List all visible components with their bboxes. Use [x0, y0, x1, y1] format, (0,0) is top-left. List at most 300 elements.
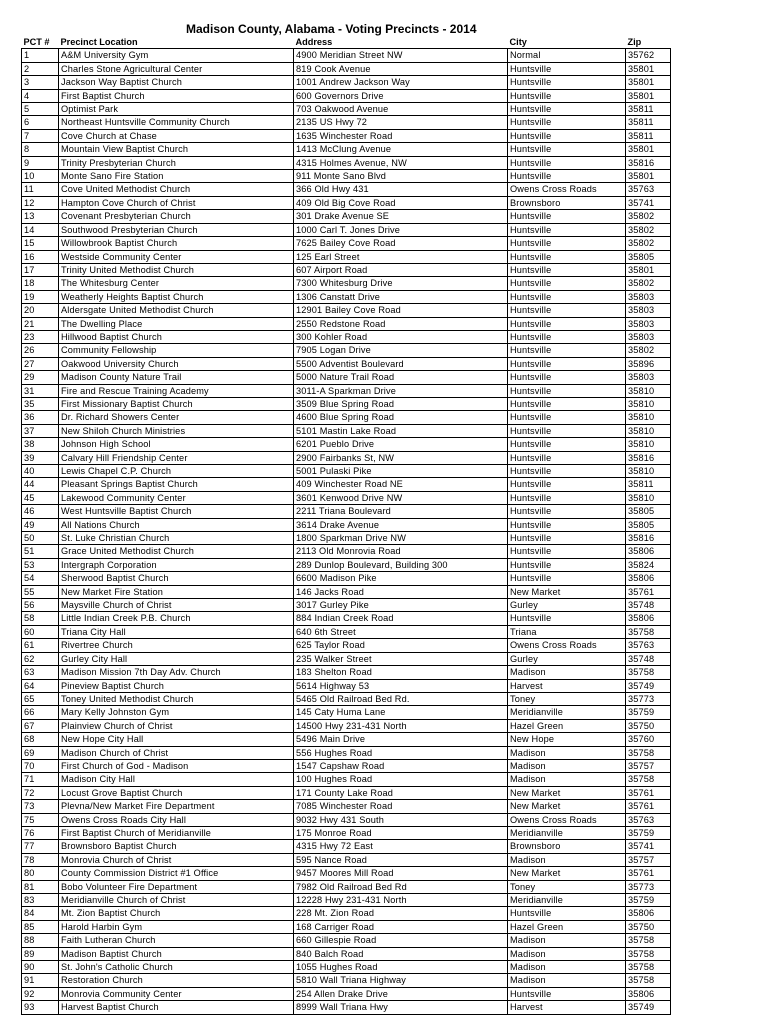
- table-row: [22, 103, 671, 116]
- table-row: [22, 692, 671, 705]
- table-row: [22, 545, 671, 558]
- cell-city: Toney: [508, 880, 626, 893]
- cell-pct: 9: [22, 156, 59, 169]
- cell-city: Harvest: [508, 679, 626, 692]
- cell-location: Owens Cross Roads City Hall: [59, 813, 294, 826]
- cell-zip: 35810: [626, 397, 671, 410]
- cell-address: 145 Caty Huma Lane: [294, 706, 508, 719]
- cell-pct: 37: [22, 424, 59, 437]
- cell-pct: 23: [22, 330, 59, 343]
- cell-pct: 65: [22, 692, 59, 705]
- cell-zip: 35803: [626, 317, 671, 330]
- cell-zip: 35801: [626, 170, 671, 183]
- cell-city: Huntsville: [508, 250, 626, 263]
- cell-zip: 35749: [626, 1001, 671, 1014]
- cell-location: Grace United Methodist Church: [59, 545, 294, 558]
- table-row: [22, 384, 671, 397]
- cell-city: Huntsville: [508, 424, 626, 437]
- cell-location: Harold Harbin Gym: [59, 920, 294, 933]
- table-row: [22, 880, 671, 893]
- cell-location: Monrovia Community Center: [59, 987, 294, 1000]
- cell-pct: 81: [22, 880, 59, 893]
- cell-city: Huntsville: [508, 384, 626, 397]
- cell-city: Owens Cross Roads: [508, 183, 626, 196]
- table-row: [22, 156, 671, 169]
- cell-address: 2900 Fairbanks St, NW: [294, 451, 508, 464]
- precinct-table: [21, 36, 671, 1015]
- table-row: [22, 585, 671, 598]
- header-city: City: [509, 37, 527, 47]
- cell-location: Cove United Methodist Church: [59, 183, 294, 196]
- cell-zip: 35757: [626, 853, 671, 866]
- cell-location: Mountain View Baptist Church: [59, 143, 294, 156]
- cell-address: 409 Old Big Cove Road: [294, 196, 508, 209]
- cell-city: Meridianville: [508, 706, 626, 719]
- cell-address: 6600 Madison Pike: [294, 572, 508, 585]
- cell-location: Sherwood Baptist Church: [59, 572, 294, 585]
- header-address: Address: [295, 37, 333, 47]
- cell-address: 7300 Whitesburg Drive: [294, 277, 508, 290]
- cell-pct: 5: [22, 103, 59, 116]
- cell-pct: 17: [22, 263, 59, 276]
- cell-address: 7625 Bailey Cove Road: [294, 237, 508, 250]
- cell-city: Hazel Green: [508, 920, 626, 933]
- cell-address: 3601 Kenwood Drive NW: [294, 491, 508, 504]
- table-row: [22, 920, 671, 933]
- cell-city: Huntsville: [508, 317, 626, 330]
- cell-city: Madison: [508, 853, 626, 866]
- cell-location: Lewis Chapel C.P. Church: [59, 465, 294, 478]
- cell-city: New Market: [508, 585, 626, 598]
- cell-address: 301 Drake Avenue SE: [294, 210, 508, 223]
- cell-address: 5001 Pulaski Pike: [294, 465, 508, 478]
- cell-pct: 85: [22, 920, 59, 933]
- cell-pct: 67: [22, 719, 59, 732]
- table-row: [22, 599, 671, 612]
- cell-city: Huntsville: [508, 89, 626, 102]
- table-row: [22, 250, 671, 263]
- cell-location: St. Luke Christian Church: [59, 532, 294, 545]
- cell-address: 2135 US Hwy 72: [294, 116, 508, 129]
- cell-zip: 35816: [626, 156, 671, 169]
- cell-address: 289 Dunlop Boulevard, Building 300: [294, 558, 508, 571]
- cell-zip: 35811: [626, 129, 671, 142]
- cell-city: Huntsville: [508, 277, 626, 290]
- cell-pct: 21: [22, 317, 59, 330]
- cell-address: 884 Indian Creek Road: [294, 612, 508, 625]
- cell-zip: 35811: [626, 103, 671, 116]
- cell-zip: 35803: [626, 290, 671, 303]
- cell-city: Huntsville: [508, 451, 626, 464]
- table-row: [22, 196, 671, 209]
- cell-zip: 35758: [626, 773, 671, 786]
- cell-location: Madison County Nature Trail: [59, 371, 294, 384]
- cell-city: Huntsville: [508, 438, 626, 451]
- table-row: [22, 237, 671, 250]
- table-row: [22, 49, 671, 62]
- table-row: [22, 344, 671, 357]
- cell-zip: 35748: [626, 652, 671, 665]
- cell-pct: 90: [22, 961, 59, 974]
- cell-city: Huntsville: [508, 237, 626, 250]
- cell-zip: 35761: [626, 867, 671, 880]
- cell-location: Pleasant Springs Baptist Church: [59, 478, 294, 491]
- table-row: [22, 826, 671, 839]
- cell-pct: 26: [22, 344, 59, 357]
- cell-address: 703 Oakwood Avenue: [294, 103, 508, 116]
- cell-address: 300 Kohler Road: [294, 330, 508, 343]
- table-row: [22, 304, 671, 317]
- cell-address: 840 Balch Road: [294, 947, 508, 960]
- cell-location: Calvary Hill Friendship Center: [59, 451, 294, 464]
- cell-zip: 35741: [626, 196, 671, 209]
- cell-address: 5810 Wall Triana Highway: [294, 974, 508, 987]
- cell-address: 1055 Hughes Road: [294, 961, 508, 974]
- cell-zip: 35816: [626, 451, 671, 464]
- table-row: [22, 934, 671, 947]
- cell-address: 911 Monte Sano Blvd: [294, 170, 508, 183]
- cell-location: Hillwood Baptist Church: [59, 330, 294, 343]
- cell-address: 5496 Main Drive: [294, 733, 508, 746]
- cell-pct: 38: [22, 438, 59, 451]
- cell-location: New Market Fire Station: [59, 585, 294, 598]
- cell-location: Meridianville Church of Christ: [59, 894, 294, 907]
- cell-address: 5000 Nature Trail Road: [294, 371, 508, 384]
- cell-pct: 70: [22, 759, 59, 772]
- cell-city: Triana: [508, 625, 626, 638]
- cell-zip: 35896: [626, 357, 671, 370]
- cell-zip: 35810: [626, 465, 671, 478]
- cell-location: Plainview Church of Christ: [59, 719, 294, 732]
- cell-address: 409 Winchester Road NE: [294, 478, 508, 491]
- cell-pct: 27: [22, 357, 59, 370]
- cell-zip: 35763: [626, 813, 671, 826]
- cell-city: Huntsville: [508, 558, 626, 571]
- cell-city: New Hope: [508, 733, 626, 746]
- cell-pct: 55: [22, 585, 59, 598]
- cell-city: Madison: [508, 961, 626, 974]
- cell-zip: 35802: [626, 210, 671, 223]
- cell-city: Owens Cross Roads: [508, 813, 626, 826]
- cell-pct: 45: [22, 491, 59, 504]
- cell-zip: 35761: [626, 786, 671, 799]
- cell-zip: 35748: [626, 599, 671, 612]
- cell-address: 183 Shelton Road: [294, 666, 508, 679]
- table-row: [22, 371, 671, 384]
- cell-location: Jackson Way Baptist Church: [59, 76, 294, 89]
- cell-city: Huntsville: [508, 397, 626, 410]
- table-row: [22, 907, 671, 920]
- cell-pct: 76: [22, 826, 59, 839]
- cell-zip: 35810: [626, 491, 671, 504]
- cell-location: Faith Lutheran Church: [59, 934, 294, 947]
- cell-pct: 56: [22, 599, 59, 612]
- cell-zip: 35802: [626, 223, 671, 236]
- cell-city: Huntsville: [508, 263, 626, 276]
- table-header-row: [22, 36, 671, 49]
- header-zip: Zip: [627, 37, 642, 47]
- table-row: [22, 210, 671, 223]
- cell-pct: 54: [22, 572, 59, 585]
- cell-location: Restoration Church: [59, 974, 294, 987]
- cell-address: 254 Allen Drake Drive: [294, 987, 508, 1000]
- cell-zip: 35824: [626, 558, 671, 571]
- cell-city: Toney: [508, 692, 626, 705]
- table-row: [22, 451, 671, 464]
- cell-address: 625 Taylor Road: [294, 639, 508, 652]
- cell-address: 1635 Winchester Road: [294, 129, 508, 142]
- cell-location: Madison City Hall: [59, 773, 294, 786]
- cell-zip: 35802: [626, 237, 671, 250]
- table-row: [22, 89, 671, 102]
- cell-location: Plevna/New Market Fire Department: [59, 800, 294, 813]
- cell-location: Covenant Presbyterian Church: [59, 210, 294, 223]
- cell-city: Gurley: [508, 599, 626, 612]
- cell-zip: 35749: [626, 679, 671, 692]
- cell-zip: 35805: [626, 518, 671, 531]
- cell-location: First Missionary Baptist Church: [59, 397, 294, 410]
- cell-zip: 35803: [626, 330, 671, 343]
- cell-pct: 7: [22, 129, 59, 142]
- cell-pct: 18: [22, 277, 59, 290]
- cell-pct: 62: [22, 652, 59, 665]
- cell-location: West Huntsville Baptist Church: [59, 505, 294, 518]
- cell-city: Huntsville: [508, 103, 626, 116]
- table-body: [22, 49, 671, 1014]
- cell-pct: 1: [22, 49, 59, 62]
- page-title: Madison County, Alabama - Voting Precincts - 2014: [186, 22, 477, 36]
- cell-zip: 35758: [626, 947, 671, 960]
- cell-location: Cove Church at Chase: [59, 129, 294, 142]
- cell-city: New Market: [508, 786, 626, 799]
- cell-address: 14500 Hwy 231-431 North: [294, 719, 508, 732]
- cell-location: Intergraph Corporation: [59, 558, 294, 571]
- table-row: [22, 773, 671, 786]
- table-row: [22, 116, 671, 129]
- table-row: [22, 263, 671, 276]
- cell-city: Madison: [508, 666, 626, 679]
- cell-location: Locust Grove Baptist Church: [59, 786, 294, 799]
- cell-city: Huntsville: [508, 170, 626, 183]
- cell-zip: 35759: [626, 706, 671, 719]
- cell-location: Northeast Huntsville Community Church: [59, 116, 294, 129]
- cell-city: Huntsville: [508, 505, 626, 518]
- table-row: [22, 961, 671, 974]
- cell-location: The Whitesburg Center: [59, 277, 294, 290]
- cell-address: 660 Gillespie Road: [294, 934, 508, 947]
- cell-city: Madison: [508, 746, 626, 759]
- table-row: [22, 478, 671, 491]
- cell-pct: 61: [22, 639, 59, 652]
- cell-pct: 73: [22, 800, 59, 813]
- cell-location: All Nations Church: [59, 518, 294, 531]
- cell-location: Brownsboro Baptist Church: [59, 840, 294, 853]
- cell-location: The Dwelling Place: [59, 317, 294, 330]
- cell-pct: 3: [22, 76, 59, 89]
- cell-zip: 35801: [626, 263, 671, 276]
- cell-address: 4315 Holmes Avenue, NW: [294, 156, 508, 169]
- cell-address: 1547 Capshaw Road: [294, 759, 508, 772]
- cell-address: 600 Governors Drive: [294, 89, 508, 102]
- cell-location: St. John's Catholic Church: [59, 961, 294, 974]
- cell-address: 2211 Triana Boulevard: [294, 505, 508, 518]
- cell-zip: 35761: [626, 585, 671, 598]
- cell-location: Bobo Volunteer Fire Department: [59, 880, 294, 893]
- cell-pct: 92: [22, 987, 59, 1000]
- cell-location: Gurley City Hall: [59, 652, 294, 665]
- table-row: [22, 438, 671, 451]
- cell-zip: 35759: [626, 894, 671, 907]
- cell-zip: 35741: [626, 840, 671, 853]
- cell-location: Dr. Richard Showers Center: [59, 411, 294, 424]
- cell-city: Madison: [508, 934, 626, 947]
- cell-city: Harvest: [508, 1001, 626, 1014]
- cell-city: Meridianville: [508, 894, 626, 907]
- table-row: [22, 558, 671, 571]
- cell-address: 3614 Drake Avenue: [294, 518, 508, 531]
- cell-pct: 49: [22, 518, 59, 531]
- cell-address: 556 Hughes Road: [294, 746, 508, 759]
- cell-address: 3017 Gurley Pike: [294, 599, 508, 612]
- cell-address: 228 Mt. Zion Road: [294, 907, 508, 920]
- cell-zip: 35759: [626, 826, 671, 839]
- cell-location: A&M University Gym: [59, 49, 294, 62]
- cell-pct: 44: [22, 478, 59, 491]
- cell-address: 7085 Winchester Road: [294, 800, 508, 813]
- cell-address: 7982 Old Railroad Bed Rd: [294, 880, 508, 893]
- cell-pct: 31: [22, 384, 59, 397]
- cell-address: 7905 Logan Drive: [294, 344, 508, 357]
- cell-zip: 35801: [626, 143, 671, 156]
- cell-pct: 15: [22, 237, 59, 250]
- cell-city: Huntsville: [508, 907, 626, 920]
- cell-zip: 35773: [626, 692, 671, 705]
- table-row: [22, 639, 671, 652]
- cell-address: 125 Earl Street: [294, 250, 508, 263]
- table-row: [22, 987, 671, 1000]
- cell-pct: 36: [22, 411, 59, 424]
- cell-pct: 71: [22, 773, 59, 786]
- cell-zip: 35810: [626, 438, 671, 451]
- cell-zip: 35806: [626, 907, 671, 920]
- cell-pct: 51: [22, 545, 59, 558]
- table-row: [22, 397, 671, 410]
- cell-pct: 20: [22, 304, 59, 317]
- cell-pct: 66: [22, 706, 59, 719]
- cell-pct: 77: [22, 840, 59, 853]
- table-row: [22, 183, 671, 196]
- cell-location: Johnson High School: [59, 438, 294, 451]
- cell-address: 1000 Carl T. Jones Drive: [294, 223, 508, 236]
- cell-pct: 60: [22, 625, 59, 638]
- cell-pct: 53: [22, 558, 59, 571]
- cell-pct: 84: [22, 907, 59, 920]
- cell-location: New Hope City Hall: [59, 733, 294, 746]
- table-row: [22, 62, 671, 75]
- cell-address: 2550 Redstone Road: [294, 317, 508, 330]
- cell-zip: 35762: [626, 49, 671, 62]
- cell-pct: 35: [22, 397, 59, 410]
- cell-pct: 93: [22, 1001, 59, 1014]
- cell-location: Pineview Baptist Church: [59, 679, 294, 692]
- cell-city: Owens Cross Roads: [508, 639, 626, 652]
- cell-address: 1800 Sparkman Drive NW: [294, 532, 508, 545]
- cell-city: Huntsville: [508, 76, 626, 89]
- table-row: [22, 625, 671, 638]
- cell-pct: 63: [22, 666, 59, 679]
- cell-zip: 35758: [626, 934, 671, 947]
- cell-city: Gurley: [508, 652, 626, 665]
- table-row: [22, 505, 671, 518]
- cell-address: 5614 Highway 53: [294, 679, 508, 692]
- cell-address: 819 Cook Avenue: [294, 62, 508, 75]
- cell-address: 2113 Old Monrovia Road: [294, 545, 508, 558]
- cell-zip: 35758: [626, 961, 671, 974]
- cell-city: Huntsville: [508, 330, 626, 343]
- cell-location: Rivertree Church: [59, 639, 294, 652]
- cell-zip: 35758: [626, 746, 671, 759]
- table-row: [22, 679, 671, 692]
- table-row: [22, 652, 671, 665]
- cell-pct: 46: [22, 505, 59, 518]
- table-row: [22, 465, 671, 478]
- cell-location: Madison Church of Christ: [59, 746, 294, 759]
- table-row: [22, 170, 671, 183]
- cell-city: Madison: [508, 773, 626, 786]
- cell-location: Willowbrook Baptist Church: [59, 237, 294, 250]
- cell-location: First Baptist Church of Meridianville: [59, 826, 294, 839]
- cell-zip: 35758: [626, 666, 671, 679]
- cell-zip: 35760: [626, 733, 671, 746]
- cell-zip: 35802: [626, 277, 671, 290]
- cell-location: Mt. Zion Baptist Church: [59, 907, 294, 920]
- table-row: [22, 424, 671, 437]
- cell-address: 595 Nance Road: [294, 853, 508, 866]
- cell-address: 8999 Wall Triana Hwy: [294, 1001, 508, 1014]
- cell-pct: 29: [22, 371, 59, 384]
- cell-city: Huntsville: [508, 478, 626, 491]
- cell-location: County Commission District #1 Office: [59, 867, 294, 880]
- cell-zip: 35750: [626, 920, 671, 933]
- table-row: [22, 129, 671, 142]
- table-row: [22, 491, 671, 504]
- cell-zip: 35763: [626, 183, 671, 196]
- cell-location: Mary Kelly Johnston Gym: [59, 706, 294, 719]
- cell-zip: 35750: [626, 719, 671, 732]
- table-row: [22, 947, 671, 960]
- cell-zip: 35757: [626, 759, 671, 772]
- cell-city: Huntsville: [508, 344, 626, 357]
- table-row: [22, 840, 671, 853]
- cell-pct: 91: [22, 974, 59, 987]
- cell-zip: 35801: [626, 89, 671, 102]
- cell-zip: 35805: [626, 250, 671, 263]
- cell-location: Community Fellowship: [59, 344, 294, 357]
- cell-zip: 35810: [626, 411, 671, 424]
- cell-city: Huntsville: [508, 129, 626, 142]
- table-row: [22, 277, 671, 290]
- cell-city: Huntsville: [508, 411, 626, 424]
- cell-city: Huntsville: [508, 290, 626, 303]
- cell-zip: 35806: [626, 545, 671, 558]
- table-row: [22, 706, 671, 719]
- cell-address: 1413 McClung Avenue: [294, 143, 508, 156]
- cell-pct: 72: [22, 786, 59, 799]
- cell-city: Huntsville: [508, 465, 626, 478]
- table-row: [22, 1001, 671, 1014]
- cell-location: Lakewood Community Center: [59, 491, 294, 504]
- cell-address: 100 Hughes Road: [294, 773, 508, 786]
